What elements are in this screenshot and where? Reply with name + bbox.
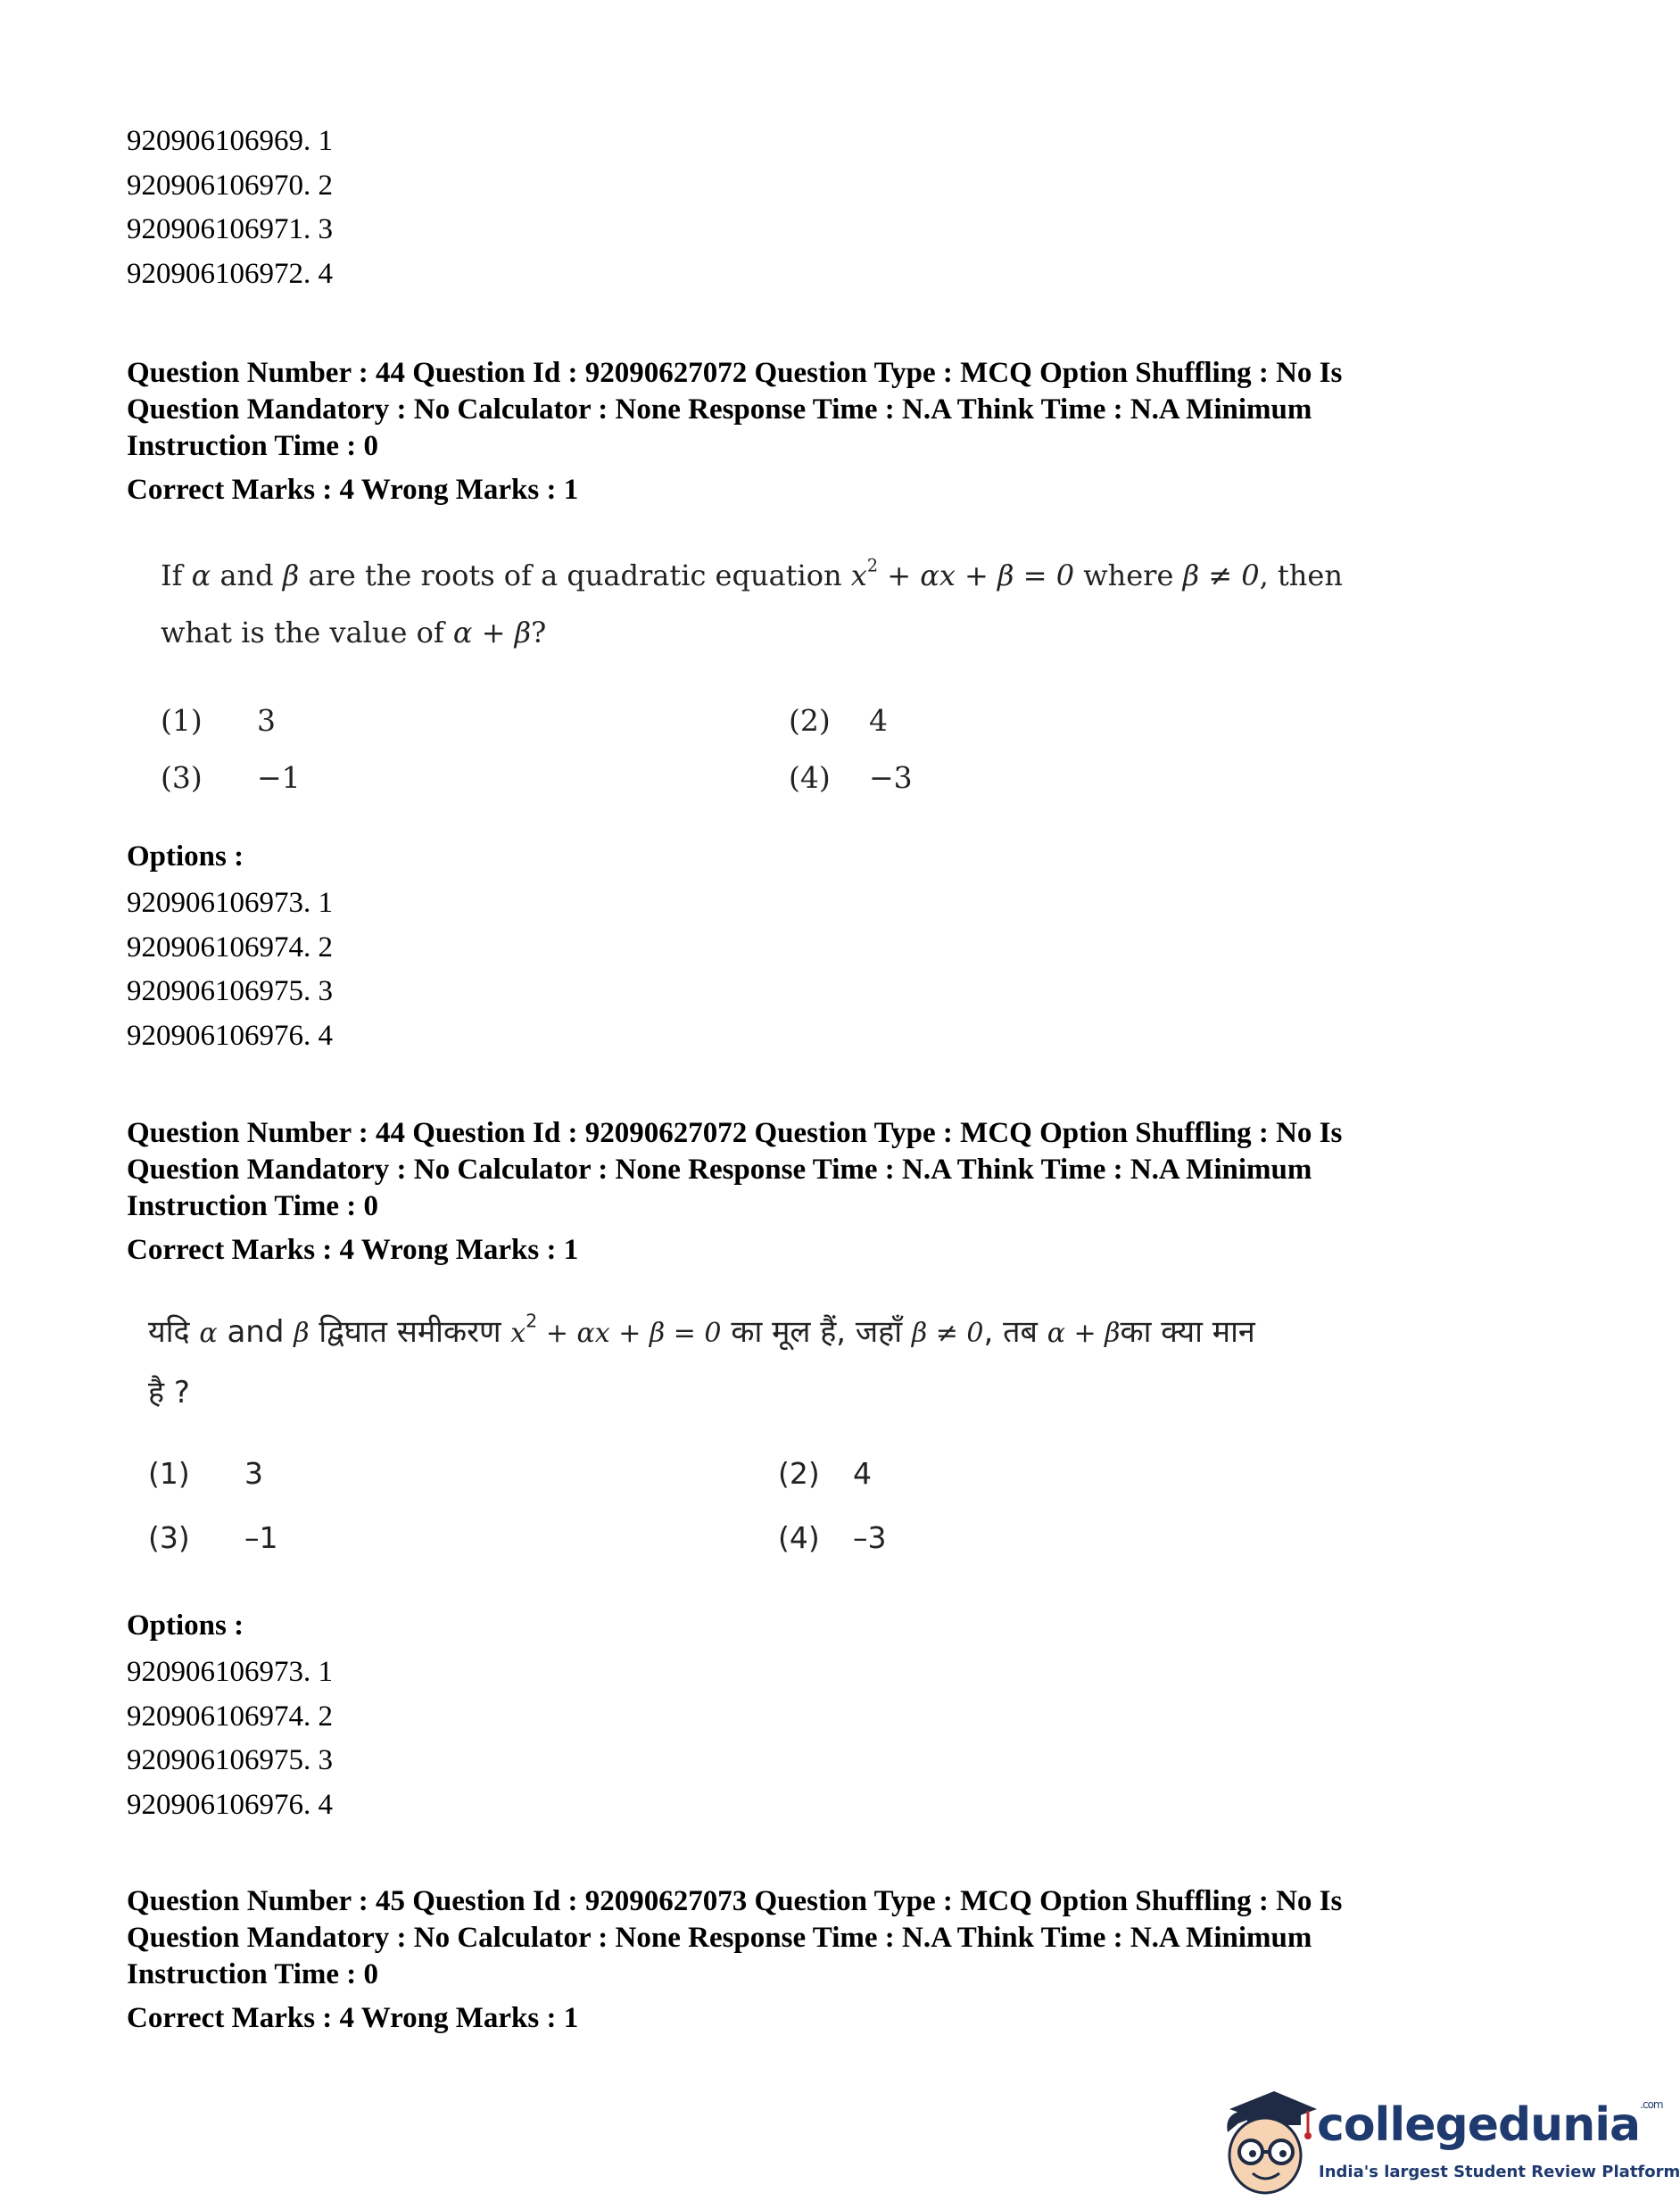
question-text-line-2: what is the value of α + β?: [161, 616, 547, 649]
marks-line: Correct Marks : 4 Wrong Marks : 1: [127, 1234, 579, 1266]
options-label: Options :: [127, 840, 244, 873]
option-item: 920906106969. 1: [127, 125, 333, 157]
header-line: Question Number : 44 Question Id : 92090627072 Question Type : MCQ Option Shuffling : No Is: [127, 357, 1343, 389]
option-item: 920906106974. 2: [127, 1700, 333, 1733]
choice-2: (2) 4: [778, 1456, 872, 1491]
option-item: 920906106975. 3: [127, 1744, 333, 1776]
choice-1: (1) 3: [161, 703, 276, 738]
header-line: Question Number : 44 Question Id : 92090627072 Question Type : MCQ Option Shuffling : No Is: [127, 1117, 1343, 1149]
header-line: Question Mandatory : No Calculator : None Response Time : N.A Think Time : N.A Minimum: [127, 1922, 1312, 1954]
logo-tagline: India's largest Student Review Platform: [1319, 2163, 1680, 2181]
option-item: 920906106971. 3: [127, 213, 333, 245]
header-line: Question Mandatory : No Calculator : None Response Time : N.A Think Time : N.A Minimum: [127, 393, 1312, 426]
choice-4: (4) −3: [789, 760, 913, 795]
question-44-en-options-list: [127, 881, 333, 1058]
option-item: 920906106974. 2: [127, 931, 333, 964]
option-item: 920906106976. 4: [127, 1019, 333, 1052]
question-44-en-header: [127, 355, 1519, 509]
options-label: Options :: [127, 1609, 244, 1642]
header-line: Instruction Time : 0: [127, 430, 379, 462]
choice-1: (1) 3: [148, 1456, 263, 1491]
option-item: 920906106970. 2: [127, 169, 333, 202]
question-45-header: [127, 1883, 1519, 2037]
header-line: Instruction Time : 0: [127, 1958, 379, 1990]
header-line: Question Number : 45 Question Id : 92090627073 Question Type : MCQ Option Shuffling : No Is: [127, 1885, 1343, 1917]
question-text-line-2: है ?: [148, 1375, 190, 1411]
option-item: 920906106975. 3: [127, 975, 333, 1007]
choice-3: (3) −1: [161, 760, 301, 795]
option-item: 920906106972. 4: [127, 257, 333, 290]
header-line: Question Mandatory : No Calculator : None Response Time : N.A Think Time : N.A Minimum: [127, 1154, 1312, 1186]
option-item: 920906106976. 4: [127, 1788, 333, 1821]
choice-4: (4) –3: [778, 1520, 887, 1555]
question-text-line-1: If α and β are the roots of a quadratic equation $x^2 + \alpha x + \beta = 0$ where β ≠ 0, then: [161, 555, 1343, 592]
logo-wordmark: collegedunia$^{.com}$: [1317, 2098, 1663, 2152]
option-item: 920906106973. 1: [127, 1656, 333, 1688]
choice-2: (2) 4: [789, 703, 888, 738]
collegedunia-logo: [1212, 2079, 1680, 2204]
question-44-hi-header: [127, 1115, 1519, 1269]
question-44-hi-options-list: [127, 1651, 333, 1827]
choice-3: (3) –1: [148, 1520, 278, 1555]
previous-options-list: [127, 120, 333, 296]
marks-line: Correct Marks : 4 Wrong Marks : 1: [127, 2002, 579, 2034]
header-line: Instruction Time : 0: [127, 1190, 379, 1222]
question-text-line-1: यदि α and β द्विघात समीकरण $x^2 + \alpha x + \beta = 0$ का मूल हैं, जहाँ β ≠ 0, तब α + βका क्या मान: [148, 1310, 1255, 1350]
option-item: 920906106973. 1: [127, 887, 333, 919]
student-mascot-icon: [1212, 2079, 1319, 2204]
marks-line: Correct Marks : 4 Wrong Marks : 1: [127, 474, 579, 506]
